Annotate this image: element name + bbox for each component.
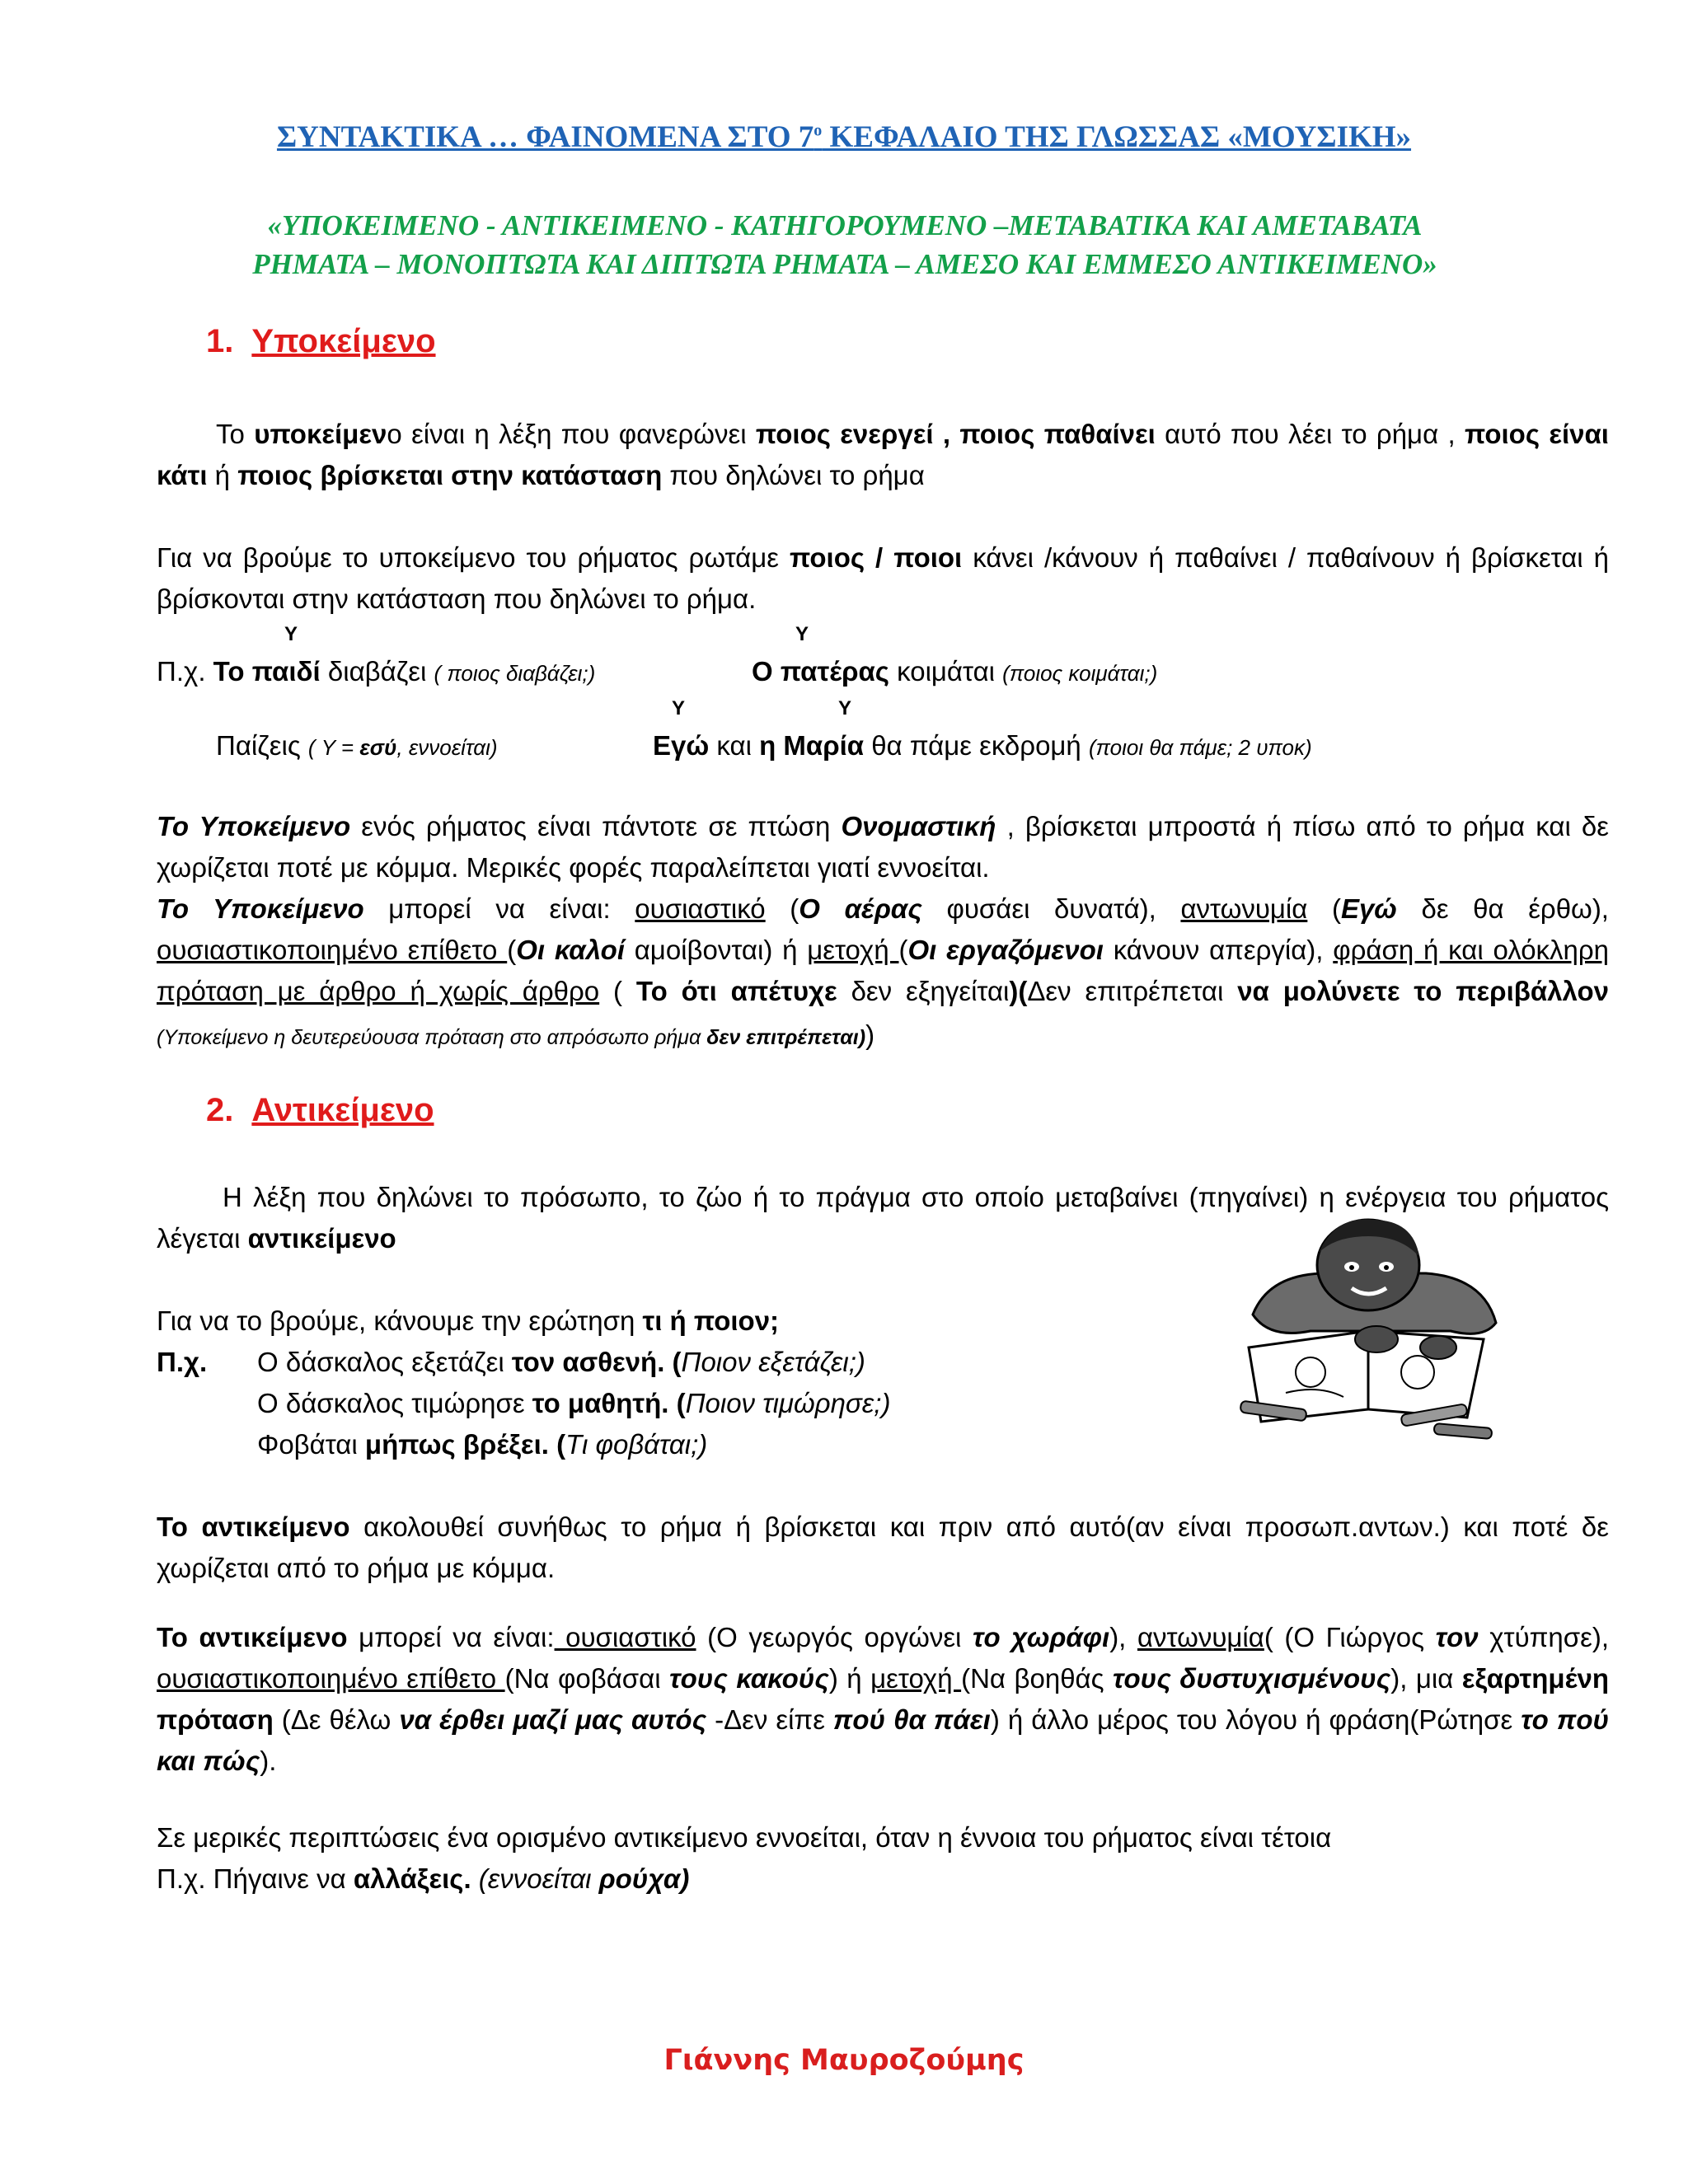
object-position-paragraph: Το αντικείμενο ακολουθεί συνήθως το ρήμα ή βρίσκεται και πριν από αυτό(αν είναι προσωπ.αντων.) και ποτέ δε χωρίζεται από το ρήμα με κόμμα. [157, 1511, 1609, 1583]
object-definition: Η λέξη που δηλώνει το πρόσωπο, το ζώο ή το πράγμα στο οποίο μεταβαίνει (πηγαίνει) η ενέργεια του ρήματος λέγεται αντικείμενο [157, 1182, 1609, 1254]
implied-object-example: Π.χ. Πήγαινε να αλλάξεις. (εννοείται ρούχα) [157, 1863, 690, 1894]
example-line: Π.χ. Το παιδί διαβάζει ( ποιος διαβάζει;) [157, 656, 596, 687]
example-line: Εγώ και η Μαρία θα πάμε εκδρομή (ποιοι θα πάμε; 2 υποκ) [653, 730, 1312, 761]
author-name: Γιάννης Μαυροζούμης [663, 2044, 1025, 2077]
object-types-paragraph: Το αντικείμενο μπορεί να είναι: ουσιαστικό (Ο γεωργός οργώνει το χωράφι), αντωνυμία( (Ο Γιώργος τον χτύπησε), ουσιαστικοποιημένο επίθετο (Να φοβάσαι τους κακούς) ή μετοχή (Να βοηθάς τους δυστυχισμένους), μια εξαρτημένη πρόταση (Δε θέλω να έρθει μαζί μας αυτός -Δεν είπε πού θα πάει) ή άλλο μέρος του λόγου ή φράση(Ρώτησε το πού και πώς). [157, 1622, 1610, 1776]
example-line: Ο δάσκαλος εξετάζει τον ασθενή. (Ποιον εξετάζει;) [257, 1347, 865, 1377]
section-heading-object: 2. Αντικείμενο [206, 1092, 434, 1128]
example-line: Ο δάσκαλος τιμώρησε το μαθητή. (Ποιον τιμώρησε;) [257, 1388, 891, 1418]
example-line: Φοβάται μήπως βρέξει. (Τι φοβάται;) [257, 1429, 708, 1460]
subject-marker: Y [838, 697, 852, 719]
example-line: Ο πατέρας κοιμάται (ποιος κοιμάται;) [752, 656, 1158, 687]
subject-marker: Y [284, 623, 298, 645]
subject-case-paragraph: Το Υποκείμενο ενός ρήματος είναι πάντοτε σε πτώση Ονομαστική , βρίσκεται μπροστά ή πίσω από το ρήμα και δε χωρίζεται ποτέ με κόμμα. Μερικές φορές παραλείπεται γιατί εννοείται. [157, 811, 1609, 883]
section-heading-subject: 1. Υποκείμενο [206, 323, 436, 359]
subject-definition: Το υποκείμενο είναι η λέξη που φανερώνει ποιος ενεργεί , ποιος παθαίνει αυτό που λέει το ρήμα , ποιος είναι κάτι ή ποιος βρίσκεται στην κατάσταση που δηλώνει το ρήμα [157, 419, 1609, 490]
subject-marker: Y [795, 623, 809, 645]
document-subtitle: «ΥΠΟΚΕΙΜΕΝΟ - ΑΝΤΙΚΕΙΜΕΝΟ - ΚΑΤΗΓΟΡΟΥΜΕΝΟ –ΜΕΤΑΒΑΤΙΚΑ ΚΑΙ ΑΜΕΤΑΒΑΤΑ ΡΗΜΑΤΑ – ΜΟΝΟΠΤΩΤΑ ΚΑΙ ΔΙΠΤΩΤΑ ΡΗΜΑΤΑ – ΑΜΕΣΟ ΚΑΙ ΕΜΜΕΣΟ ΑΝΤΙΚΕΙΜΕΝΟ» [252, 209, 1437, 280]
subject-types-paragraph: Το Υποκείμενο μπορεί να είναι: ουσιαστικό (Ο αέρας φυσάει δυνατά), αντωνυμία (Εγώ δε θα έρθω), ουσιαστικοποιημένο επίθετο (Οι καλοί αμοίβονται) ή μετοχή (Οι εργαζόμενοι κάνουν απεργία), φράση ή και ολόκληρη πρόταση με άρθρο ή χωρίς άρθρο ( Το ότι απέτυχε δεν εξηγείται)(Δεν επιτρέπεται να μολύνετε το περιβάλλον (Υποκείμενο η δευτερεύουσα πρόταση στο απρόσωπο ρήμα δεν επιτρέπεται)) [157, 893, 1610, 1050]
implied-object-paragraph: Σε μερικές περιπτώσεις ένα ορισμένο αντικείμενο εννοείται, όταν η έννοια του ρήματος είναι τέτοια [157, 1822, 1332, 1853]
subject-question-paragraph: Για να βρούμε το υποκείμενο του ρήματος ρωτάμε ποιος / ποιοι κάνει /κάνουν ή παθαίνει / παθαίνουν ή βρίσκεται ή βρίσκονται στην κατάσταση που δηλώνει το ρήμα. [157, 542, 1610, 614]
example-label: Π.χ. [157, 1347, 208, 1377]
boy-drawing-illustration [1236, 1216, 1508, 1442]
document-title: ΣΥΝΤΑΚΤΙΚΑ … ΦΑΙΝΟΜΕΝΑ ΣΤΟ $7^o$ ΚΕΦΑΛΑΙΟ ΤΗΣ ΓΛΩΣΣΑΣ «ΜΟΥΣΙΚΗ» [276, 120, 1412, 154]
object-question-line: Για να το βρούμε, κάνουμε την ερώτηση τι ή ποιον; [157, 1305, 780, 1336]
subject-marker: Y [672, 697, 686, 719]
example-line: Παίζεις ( Y = εσύ, εννοείται) [216, 730, 498, 761]
